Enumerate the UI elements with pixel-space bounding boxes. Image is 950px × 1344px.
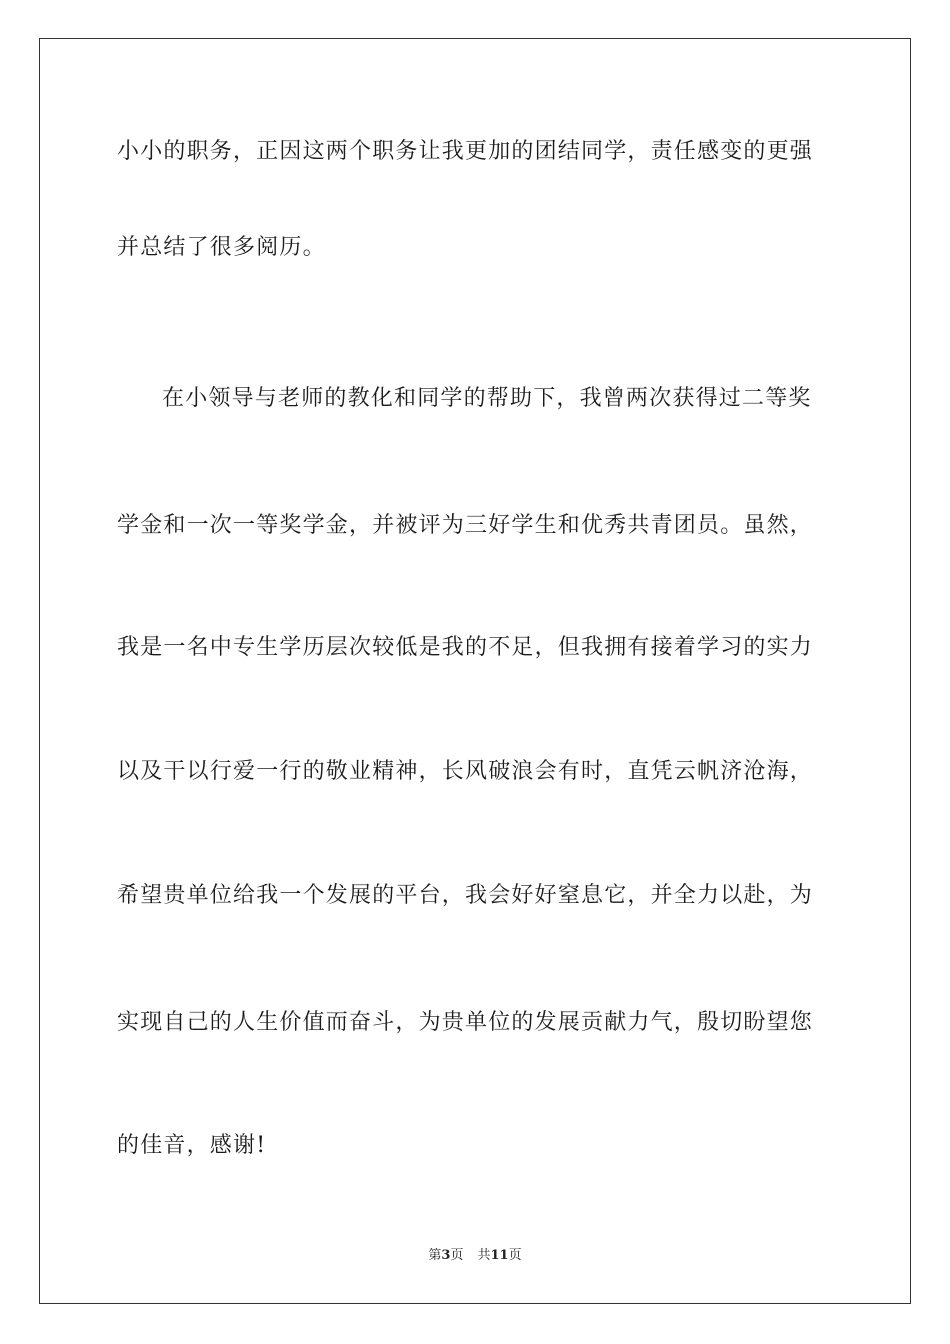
page-frame xyxy=(39,38,911,1304)
page-suffix: 页 xyxy=(450,1248,464,1263)
text-line-7: 希望贵单位给我一个发展的平台，我会好好窒息它，并全力以赴，为 xyxy=(117,883,814,908)
page-number: 3 xyxy=(441,1248,451,1263)
text-line-3: 在小领导与老师的教化和同学的帮助下，我曾两次获得过二等奖 xyxy=(162,386,812,411)
text-line-4: 学金和一次一等奖学金，并被评为三好学生和优秀共青团员。虽然， xyxy=(117,513,814,538)
total-suffix: 页 xyxy=(508,1248,522,1263)
page-prefix: 第 xyxy=(428,1248,442,1263)
text-line-5: 我是一名中专生学历层次较低是我的不足，但我拥有接着学习的实力 xyxy=(117,635,814,660)
text-line-9: 的佳音，感谢! xyxy=(117,1133,267,1158)
text-line-2: 并总结了很多阅历。 xyxy=(117,235,326,260)
text-line-6: 以及干以行爱一行的敬业精神，长风破浪会有时，直凭云帆济沧海， xyxy=(117,759,814,784)
total-prefix: 共 xyxy=(477,1248,491,1263)
text-line-1: 小小的职务，正因这两个职务让我更加的团结同学，责任感变的更强 xyxy=(117,139,814,164)
page-footer xyxy=(0,1247,950,1265)
text-line-8: 实现自己的人生价值而奋斗，为贵单位的发展贡献力气，殷切盼望您 xyxy=(117,1010,814,1035)
total-pages: 11 xyxy=(490,1248,509,1263)
